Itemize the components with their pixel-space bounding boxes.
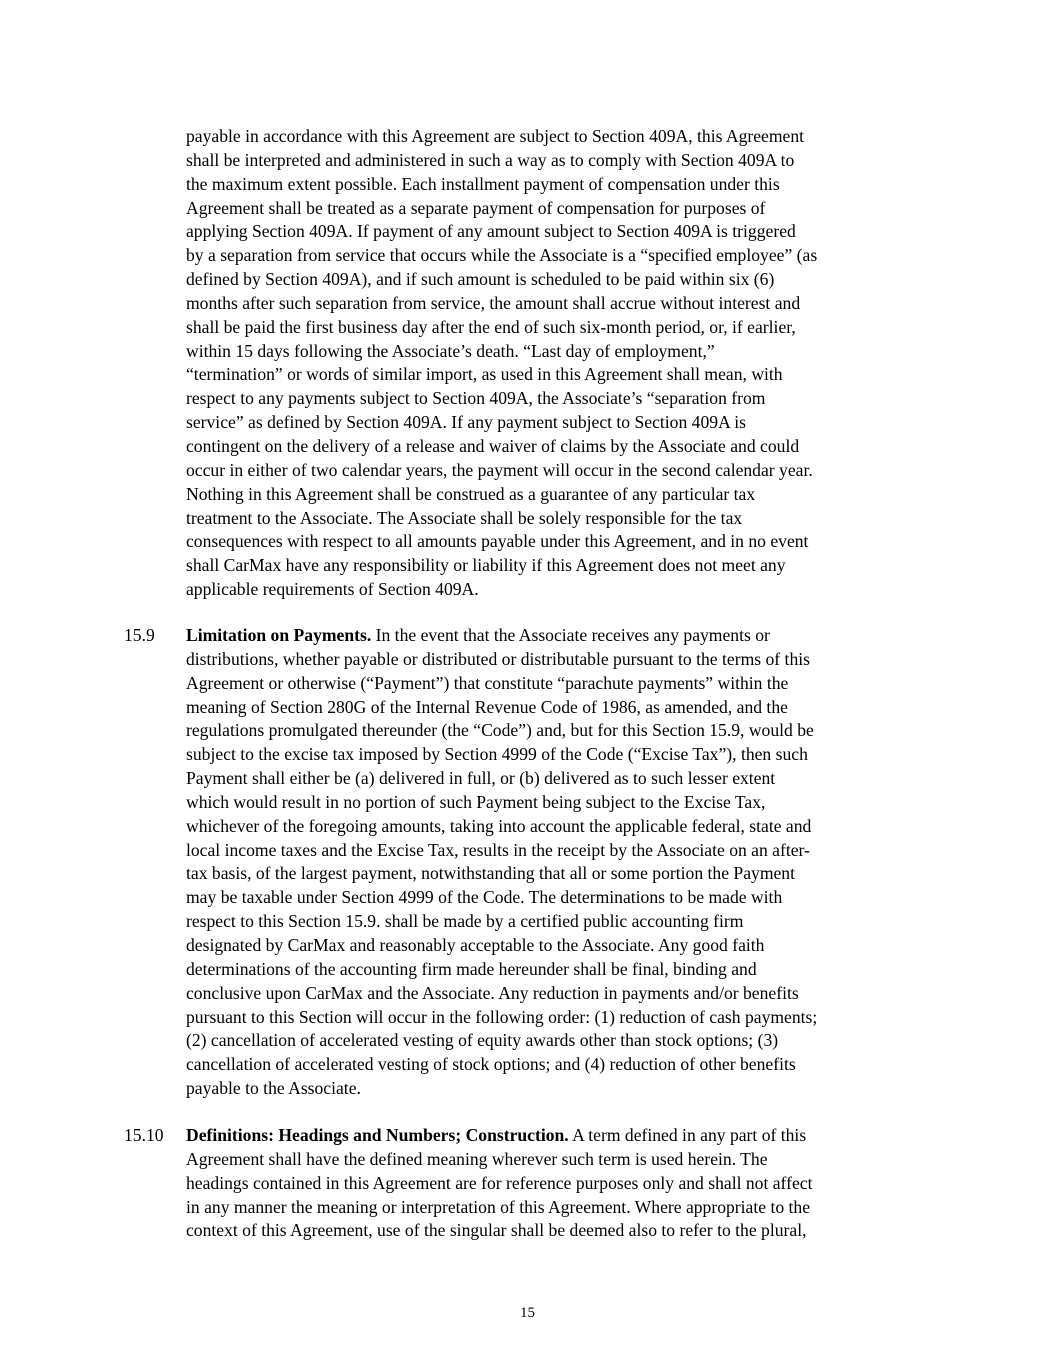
page-number: 15 <box>520 1305 535 1321</box>
text-line: occur in either of two calendar years, the payment will occur in the second calendar year. <box>186 459 813 480</box>
text-line: the maximum extent possible. Each installment payment of compensation under this <box>186 173 780 194</box>
text-line: treatment to the Associate. The Associate shall be solely responsible for the tax <box>186 507 743 528</box>
text-line <box>186 624 934 648</box>
section-body <box>186 1124 934 1243</box>
text-line <box>186 1124 934 1148</box>
text-line: “termination” or words of similar import, as used in this Agreement shall mean, with <box>186 364 783 385</box>
text-line: pursuant to this Section will occur in the following order: (1) reduction of cash payments; <box>186 1006 818 1027</box>
text-line: in any manner the meaning or interpretation of this Agreement. Where appropriate to the <box>186 1196 811 1217</box>
section-heading: Limitation on Payments. <box>186 625 372 645</box>
text-line: conclusive upon CarMax and the Associate. Any reduction in payments and/or benefits <box>186 982 799 1003</box>
text-line: applicable requirements of Section 409A. <box>186 579 479 600</box>
text-line: respect to any payments subject to Section 409A, the Associate’s “separation from <box>186 388 766 409</box>
text-line: which would result in no portion of such Payment being subject to the Excise Tax, <box>186 791 766 812</box>
section-body <box>186 624 934 1101</box>
text-line: Nothing in this Agreement shall be construed as a guarantee of any particular tax <box>186 483 756 504</box>
text-line: within 15 days following the Associate’s death. “Last day of employment,” <box>186 340 715 361</box>
text-line: whichever of the foregoing amounts, taking into account the applicable federal, state and <box>186 815 812 836</box>
text-line: (2) cancellation of accelerated vesting of equity awards other than stock options; (3) <box>186 1030 779 1051</box>
continuation-paragraph <box>186 125 934 602</box>
text-line: distributions, whether payable or distributed or distributable pursuant to the terms of this <box>186 648 810 669</box>
section-number: 15.9 <box>124 625 155 645</box>
text-line: shall be paid the first business day after the end of such six-month period, or, if earlier, <box>186 316 796 337</box>
text-line: consequences with respect to all amounts payable under this Agreement, and in no event <box>186 531 809 552</box>
text-line: months after such separation from service, the amount shall accrue without interest and <box>186 292 801 313</box>
text-line: meaning of Section 280G of the Internal Revenue Code of 1986, as amended, and the <box>186 696 788 717</box>
text-line: Agreement shall be treated as a separate payment of compensation for purposes of <box>186 197 766 218</box>
text-line: cancellation of accelerated vesting of stock options; and (4) reduction of other benefits <box>186 1054 796 1075</box>
text-line: shall be interpreted and administered in such a way as to comply with Section 409A to <box>186 149 795 170</box>
text-line: applying Section 409A. If payment of any amount subject to Section 409A is triggered <box>186 221 796 242</box>
text-line: shall CarMax have any responsibility or liability if this Agreement does not meet any <box>186 555 786 576</box>
section-number: 15.10 <box>124 1125 164 1145</box>
text-line: headings contained in this Agreement are for reference purposes only and shall not affect <box>186 1172 813 1193</box>
text-line: service” as defined by Section 409A. If any payment subject to Section 409A is <box>186 412 746 433</box>
text-line: payable in accordance with this Agreement are subject to Section 409A, this Agreement <box>186 126 805 146</box>
text-line: local income taxes and the Excise Tax, results in the receipt by the Associate on an after- <box>186 839 810 860</box>
section-intro-text: In the event that the Associate receives any payments or <box>371 625 770 645</box>
section-intro-text: A term defined in any part of this <box>568 1125 807 1145</box>
text-line: designated by CarMax and reasonably acceptable to the Associate. Any good faith <box>186 934 765 955</box>
text-line: Agreement or otherwise (“Payment”) that constitute “parachute payments” within the <box>186 672 789 693</box>
text-line: by a separation from service that occurs while the Associate is a “specified employee” (as <box>186 245 818 266</box>
text-line: defined by Section 409A), and if such amount is scheduled to be paid within six (6) <box>186 269 775 290</box>
section-heading: Definitions: Headings and Numbers; Construction. <box>186 1125 569 1145</box>
text-line: respect to this Section 15.9. shall be made by a certified public accounting firm <box>186 911 744 932</box>
text-line: may be taxable under Section 4999 of the Code. The determinations to be made with <box>186 887 783 908</box>
text-line: tax basis, of the largest payment, notwithstanding that all or some portion the Payment <box>186 863 795 884</box>
text-line: subject to the excise tax imposed by Section 4999 of the Code (“Excise Tax”), then such <box>186 744 808 765</box>
text-line: payable to the Associate. <box>186 1078 361 1099</box>
text-line: Agreement shall have the defined meaning wherever such term is used herein. The <box>186 1148 768 1169</box>
text-line: determinations of the accounting firm made hereunder shall be final, binding and <box>186 958 757 979</box>
text-line: Payment shall either be (a) delivered in full, or (b) delivered as to such lesser extent <box>186 768 776 789</box>
text-line: context of this Agreement, use of the singular shall be deemed also to refer to the plural, <box>186 1220 807 1241</box>
text-line: contingent on the delivery of a release and waiver of claims by the Associate and could <box>186 435 800 456</box>
text-line: regulations promulgated thereunder (the “Code”) and, but for this Section 15.9, would be <box>186 720 814 741</box>
